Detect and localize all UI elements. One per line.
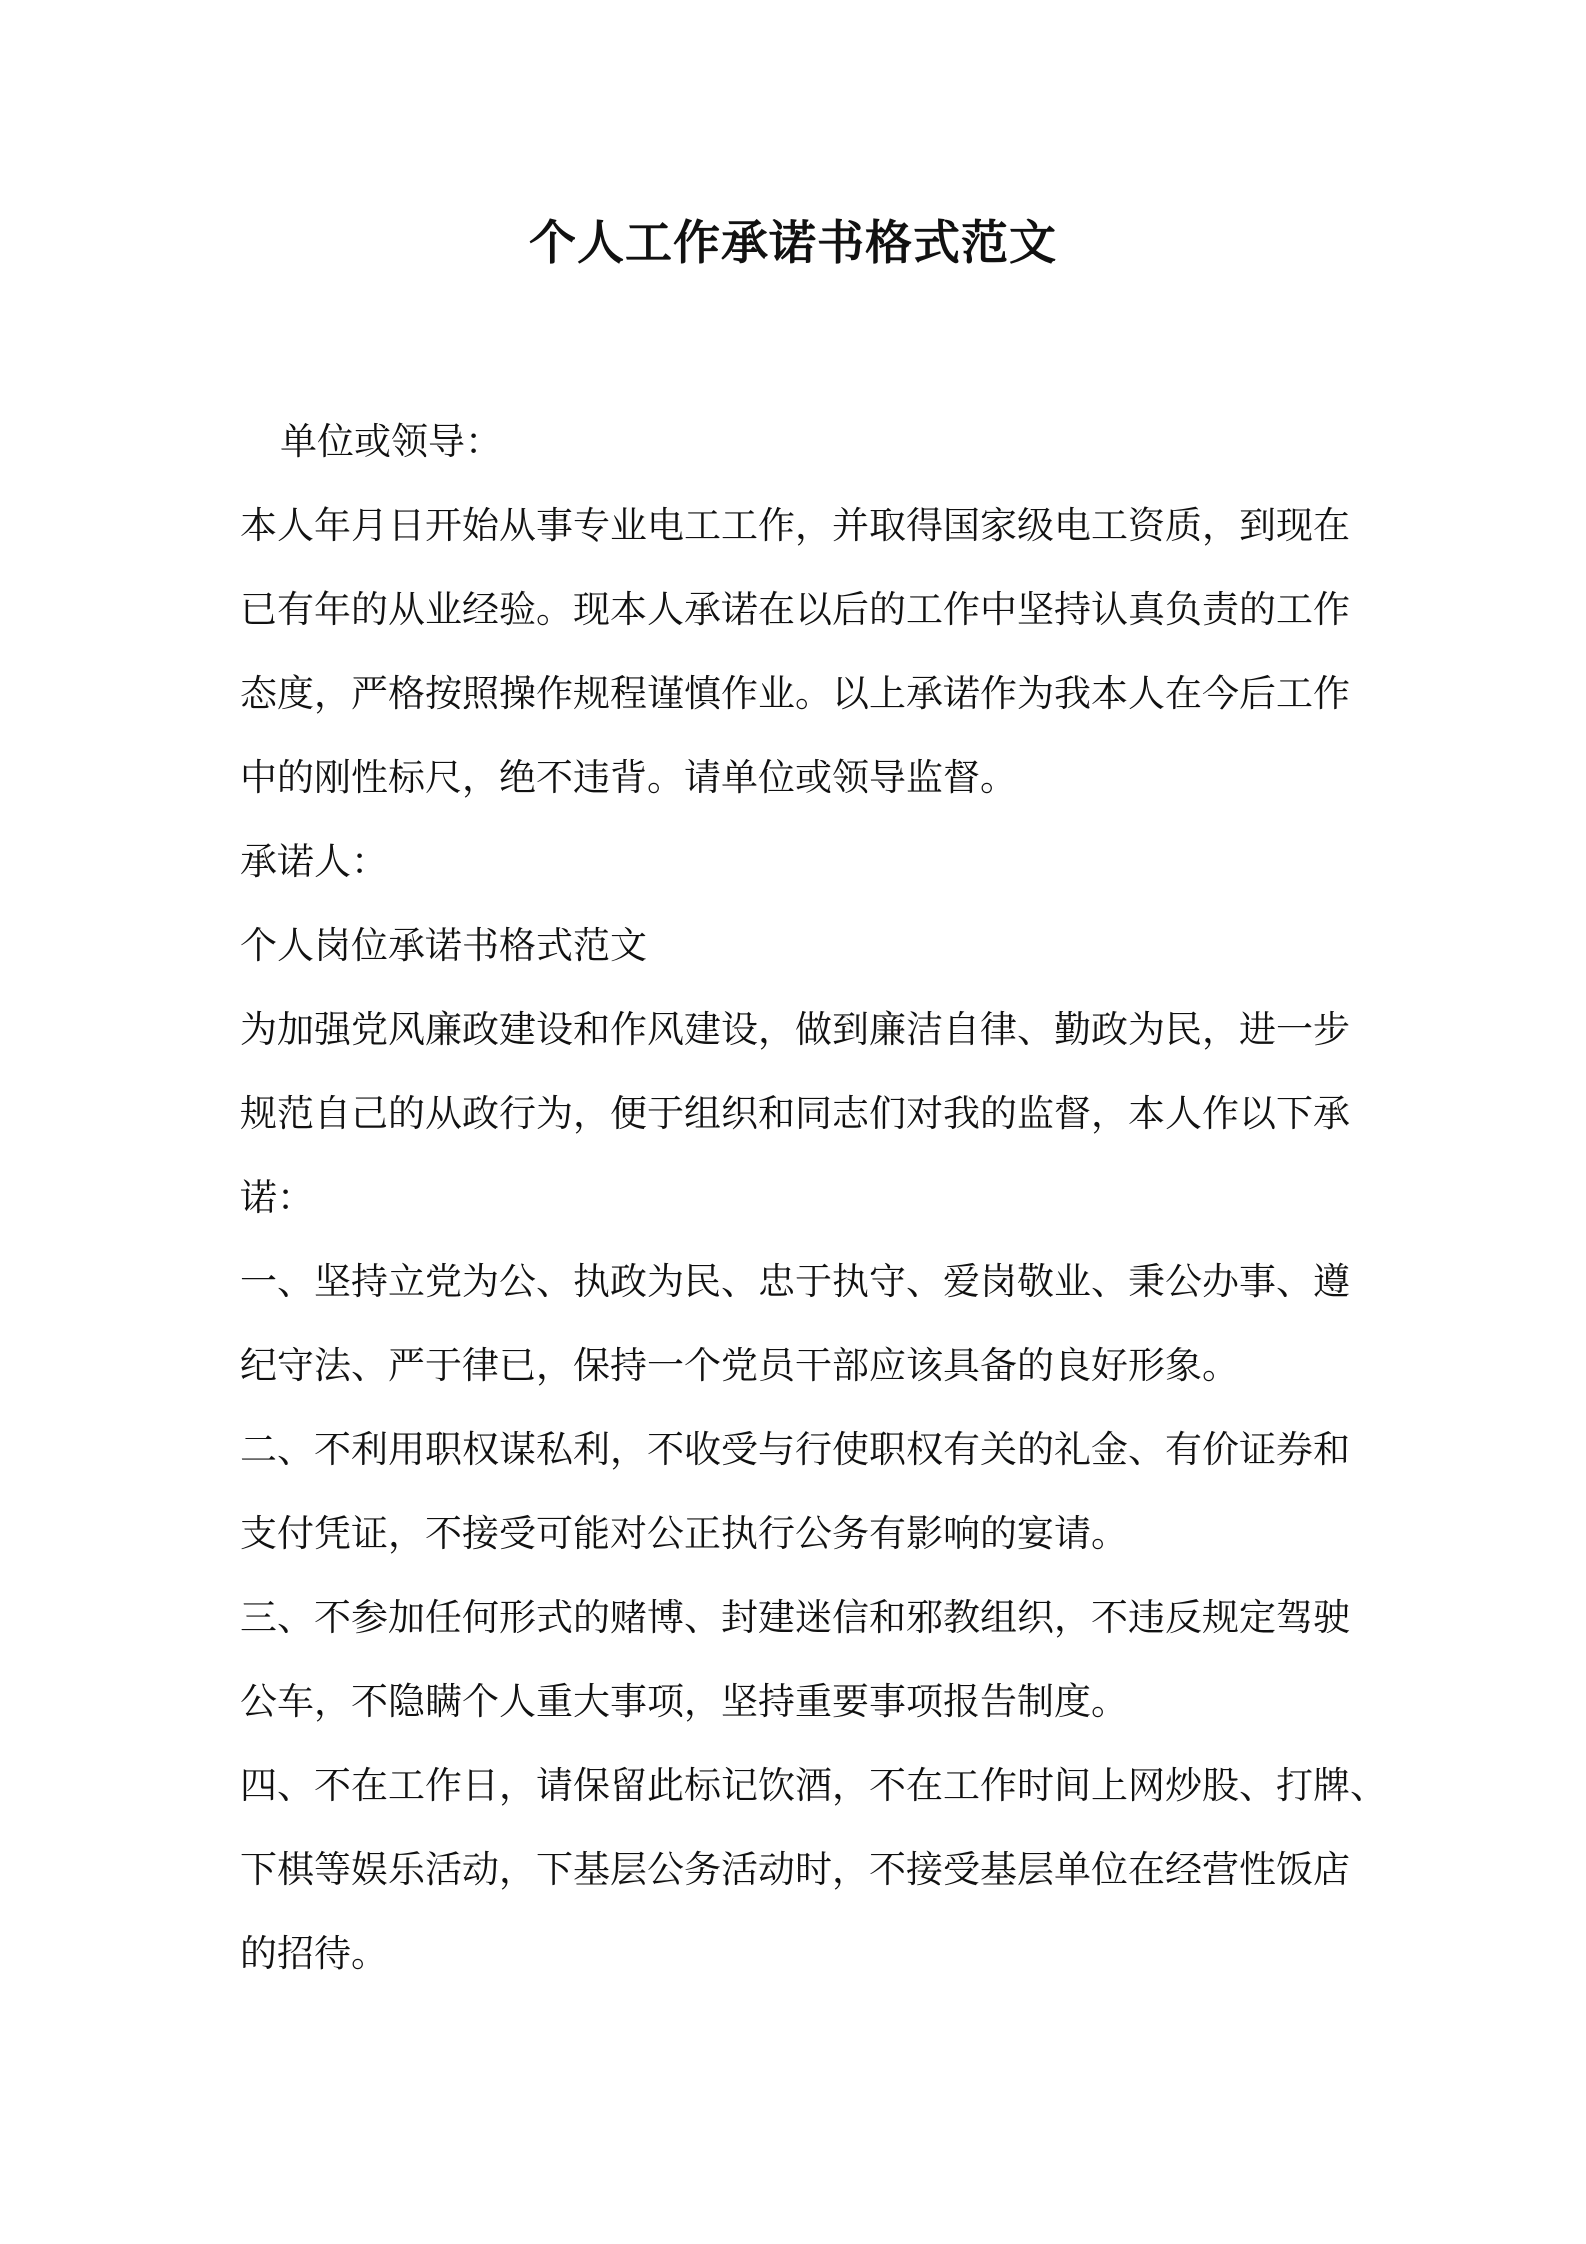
commitment-item-line: 纪守法、严于律已，保持一个党员干部应该具备的良好形象。 bbox=[240, 1344, 1239, 1387]
signer-line: 承诺人： bbox=[240, 840, 388, 883]
commitment-item-line: 三、不参加任何形式的赌博、封建迷信和邪教组织，不违反规定驾驶 bbox=[240, 1596, 1350, 1639]
commitment-item-line: 公车，不隐瞒个人重大事项，坚持重要事项报告制度。 bbox=[240, 1680, 1128, 1723]
body-line: 中的刚性标尺，绝不违背。请单位或领导监督。 bbox=[240, 756, 1017, 799]
body-line: 态度，严格按照操作规程谨慎作业。以上承诺作为我本人在今后工作 bbox=[240, 672, 1350, 715]
body-line: 诺： bbox=[240, 1176, 314, 1219]
body-line: 本人年月日开始从事专业电工工作，并取得国家级电工资质，到现在 bbox=[240, 504, 1350, 547]
commitment-item-line: 下棋等娱乐活动，下基层公务活动时，不接受基层单位在经营性饭店 bbox=[240, 1848, 1350, 1891]
body-line: 规范自己的从政行为，便于组织和同志们对我的监督，本人作以下承 bbox=[240, 1092, 1350, 1135]
body-line: 已有年的从业经验。现本人承诺在以后的工作中坚持认真负责的工作 bbox=[240, 588, 1350, 631]
document-title: 个人工作承诺书格式范文 bbox=[529, 216, 1057, 271]
salutation-line: 单位或领导： bbox=[280, 420, 502, 463]
commitment-item-line: 一、坚持立党为公、执政为民、忠于执守、爱岗敬业、秉公办事、遵 bbox=[240, 1260, 1350, 1303]
section-heading: 个人岗位承诺书格式范文 bbox=[240, 924, 647, 967]
commitment-item-line: 四、不在工作日，请保留此标记饮酒，不在工作时间上网炒股、打牌、 bbox=[240, 1764, 1387, 1807]
body-line: 为加强党风廉政建设和作风建设，做到廉洁自律、勤政为民，进一步 bbox=[240, 1008, 1350, 1051]
commitment-item-line: 支付凭证，不接受可能对公正执行公务有影响的宴请。 bbox=[240, 1512, 1128, 1555]
commitment-item-line: 的招待。 bbox=[240, 1932, 388, 1975]
document-body bbox=[240, 400, 1387, 1996]
commitment-item-line: 二、不利用职权谋私利，不收受与行使职权有关的礼金、有价证券和 bbox=[240, 1428, 1350, 1471]
